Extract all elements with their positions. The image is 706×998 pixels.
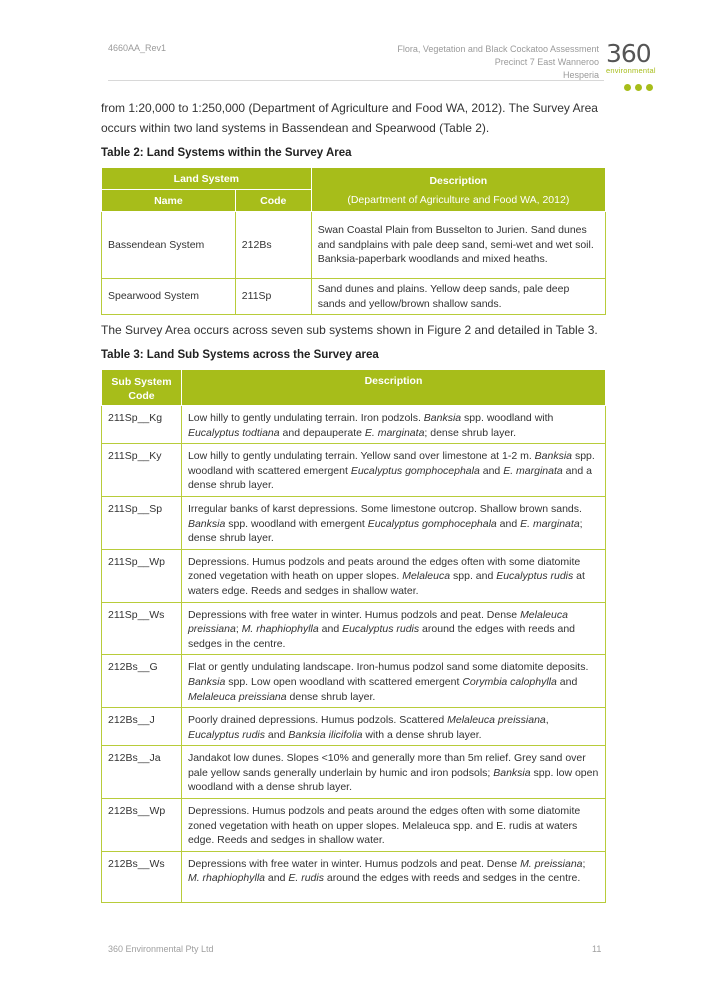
description-text: and [318, 623, 343, 636]
description-header-line-2: (Department of Agriculture and Food WA, 2012) [347, 193, 570, 206]
description-text: around the edges with reeds and sedges in the centre. [187, 623, 575, 650]
intro-line-2: occurs within two land systems in Bassendean and Spearwood (Table 2). [101, 121, 490, 135]
species-name: Banksia [187, 675, 226, 688]
description-text: Depressions with free water in winter. Humus podzols and peat. Dense [187, 608, 521, 621]
description-text: spp. woodland with scattered emergent [187, 450, 595, 477]
sub-system-code: 211Sp__Wp [102, 549, 182, 602]
logo-number: 360 [606, 39, 651, 68]
sub-system-description [181, 602, 605, 655]
species-name: Banksia [187, 517, 226, 530]
description-text: at waters edge. Reeds and sedges in shallow water. [187, 570, 585, 597]
species-name: Eucalyptus todtiana [187, 426, 280, 439]
description-text: and [479, 464, 504, 477]
description-text: Low hilly to gently undulating terrain. Yellow sand over limestone at 1-2 m. [187, 450, 535, 463]
sub-system-code: 212Bs__G [102, 655, 182, 708]
description-text: spp. and [450, 570, 497, 583]
intro-line-1: from 1:20,000 to 1:250,000 (Department of Agriculture and Food WA, 2012). The Survey Area [101, 101, 598, 115]
species-name: Eucalyptus gomphocephala [350, 464, 480, 477]
species-name: Eucalyptus rudis [496, 570, 574, 583]
logo-dot [624, 84, 631, 91]
table-row [102, 279, 606, 315]
land-sub-systems-table [101, 369, 606, 903]
system-description: Swan Coastal Plain from Busselton to Jurien. Sand dunes and sandplains with pale deep sand, semi-wet and wet soil. Banksia-paperbark woodlands and mixed heaths. [311, 212, 605, 279]
table-3-caption: Table 3: Land Sub Systems across the Survey area [101, 349, 379, 361]
description-text: Jandakot low dunes. Slopes <10% and generally more than 5m relief. Grey sand over pale yellow sands generally underlain by humic and iron podsols; [187, 752, 586, 779]
description-text: ; [582, 857, 586, 870]
table-row [102, 851, 606, 902]
species-name: E. marginata [503, 464, 563, 477]
description-text: Irregular banks of karst depressions. Some limestone outcrop. Shallow brown sands. [187, 502, 582, 515]
document-title [299, 43, 599, 82]
sub-system-description [181, 655, 605, 708]
sub-system-description [181, 851, 605, 902]
description-text: ; [235, 623, 242, 636]
description-text: Flat or gently undulating landscape. Iron-humus podzol sand some diatomite deposits. [187, 661, 589, 674]
logo-dots [606, 78, 674, 96]
species-name: E. rudis [288, 872, 324, 885]
header-divider [108, 80, 604, 81]
document-reference: 4660AA_Rev1 [108, 43, 167, 53]
description-text: and [265, 872, 289, 885]
sub-system-code: 211Sp__Ky [102, 444, 182, 497]
footer-company: 360 Environmental Pty Ltd [108, 944, 214, 954]
description-text: and depauperate [279, 426, 365, 439]
table-row [102, 746, 606, 799]
table-2-caption: Table 2: Land Systems within the Survey Area [101, 147, 352, 159]
description-text: Depressions with free water in winter. Humus podzols and peat. Dense [187, 857, 521, 870]
company-logo [606, 39, 674, 82]
sub-system-code: 212Bs__Ws [102, 851, 182, 902]
table-row [102, 406, 606, 444]
title-line-1: Flora, Vegetation and Black Cockatoo Assessment [397, 44, 599, 54]
species-name: M. rhaphiophylla [187, 872, 266, 885]
page-number: 11 [592, 944, 602, 954]
description-text: Depressions. Humus podzols and peats around the edges often with some diatomite zoned vegetation with heath on upper slopes. [187, 555, 581, 583]
species-name: Melaleuca preissiana [447, 714, 546, 727]
species-name: M. preissiana [520, 857, 583, 870]
code-header: Code [235, 190, 311, 212]
sub-system-code-header-line-2: Code [128, 390, 155, 402]
description-text: ; dense shrub layer. [424, 426, 517, 439]
sub-system-description [181, 799, 605, 852]
logo-dot [646, 84, 653, 91]
description-text: , [545, 714, 549, 727]
species-name: Banksia [493, 766, 531, 779]
title-line-3: Hesperia [562, 70, 599, 80]
description-text: spp. woodland with [461, 412, 554, 424]
sub-system-code-header-line-1: Sub System [111, 376, 172, 388]
table-row [102, 655, 606, 708]
description-text: Low hilly to gently undulating terrain. Iron podzols. [187, 412, 424, 424]
species-name: Melaleuca preissiana [187, 690, 287, 703]
system-code: 211Sp [235, 279, 311, 315]
sub-system-description [181, 549, 605, 602]
species-name: E. marginata [364, 426, 425, 439]
description-text: Depressions. Humus podzols and peats around the edges often with some diatomite zoned vegetation with heath on upper slopes. Melaleuca spp. and E. rudis at waters edge. Reeds and sedges in shallow water. [187, 805, 581, 847]
description-text: around the edges with reeds and sedges in the centre. [323, 872, 581, 885]
species-name: E. marginata [520, 517, 580, 530]
logo-word: environmental [606, 66, 656, 75]
species-name: Eucalyptus rudis [187, 728, 266, 741]
description-text: spp. Low open woodland with scattered emergent [225, 675, 463, 688]
species-name: M. rhaphiophylla [241, 623, 319, 636]
sub-system-description [181, 746, 605, 799]
description-text: and [556, 675, 578, 688]
sub-system-description [181, 406, 605, 444]
species-name: Banksia ilicifolia [288, 728, 363, 741]
species-name: Eucalyptus gomphocephala [367, 517, 497, 530]
system-name: Bassendean System [102, 212, 236, 279]
sub-system-code: 212Bs__Wp [102, 799, 182, 852]
name-header: Name [102, 190, 236, 212]
description-text: dense shrub layer. [286, 690, 376, 703]
species-name: Eucalyptus rudis [342, 623, 420, 636]
table-row [102, 708, 606, 746]
species-name: Corymbia calophylla [462, 675, 557, 688]
land-systems-table [101, 167, 606, 315]
sub-system-code-header [102, 370, 182, 406]
system-name: Spearwood System [102, 279, 236, 315]
intro-paragraph [101, 98, 611, 138]
description-text: spp. low open woodland with a dense shrub layer. [187, 766, 599, 794]
description-header [311, 168, 605, 212]
description-text: and [265, 728, 289, 741]
table-row [102, 549, 606, 602]
description-text: with a dense shrub layer. [362, 728, 482, 741]
system-description: Sand dunes and plains. Yellow deep sands, pale deep sands and yellow/brown shallow sands. [311, 279, 605, 315]
land-system-group-header: Land System [102, 168, 312, 190]
description-text: Poorly drained depressions. Humus podzols. Scattered [187, 714, 448, 727]
description-header-line-1: Description [429, 174, 488, 187]
species-name: Banksia [423, 412, 462, 424]
description-text: spp. woodland with emergent [225, 517, 368, 530]
sub-system-description-header: Description [181, 370, 605, 406]
sub-system-description [181, 708, 605, 746]
species-name: Banksia [534, 450, 573, 463]
sub-system-description [181, 444, 605, 497]
description-text: and a dense shrub layer. [187, 464, 592, 492]
system-code: 212Bs [235, 212, 311, 279]
species-name: Melaleuca [402, 570, 451, 583]
subsystems-paragraph: The Survey Area occurs across seven sub systems shown in Figure 2 and detailed in Table 3. [101, 323, 598, 337]
table-row [102, 444, 606, 497]
description-text: ; dense shrub layer. [187, 517, 583, 545]
table-row [102, 799, 606, 852]
species-name: Melaleuca preissiana [187, 608, 568, 636]
table-row [102, 212, 606, 279]
table-row [102, 602, 606, 655]
sub-system-code: 211Sp__Ws [102, 602, 182, 655]
sub-system-code: 211Sp__Sp [102, 496, 182, 549]
sub-system-code: 211Sp__Kg [102, 406, 182, 444]
sub-system-code: 212Bs__J [102, 708, 182, 746]
logo-dot [635, 84, 642, 91]
sub-system-description [181, 496, 605, 549]
sub-system-code: 212Bs__Ja [102, 746, 182, 799]
title-line-2: Precinct 7 East Wanneroo [494, 57, 599, 67]
table-row [102, 496, 606, 549]
description-text: and [496, 517, 521, 530]
